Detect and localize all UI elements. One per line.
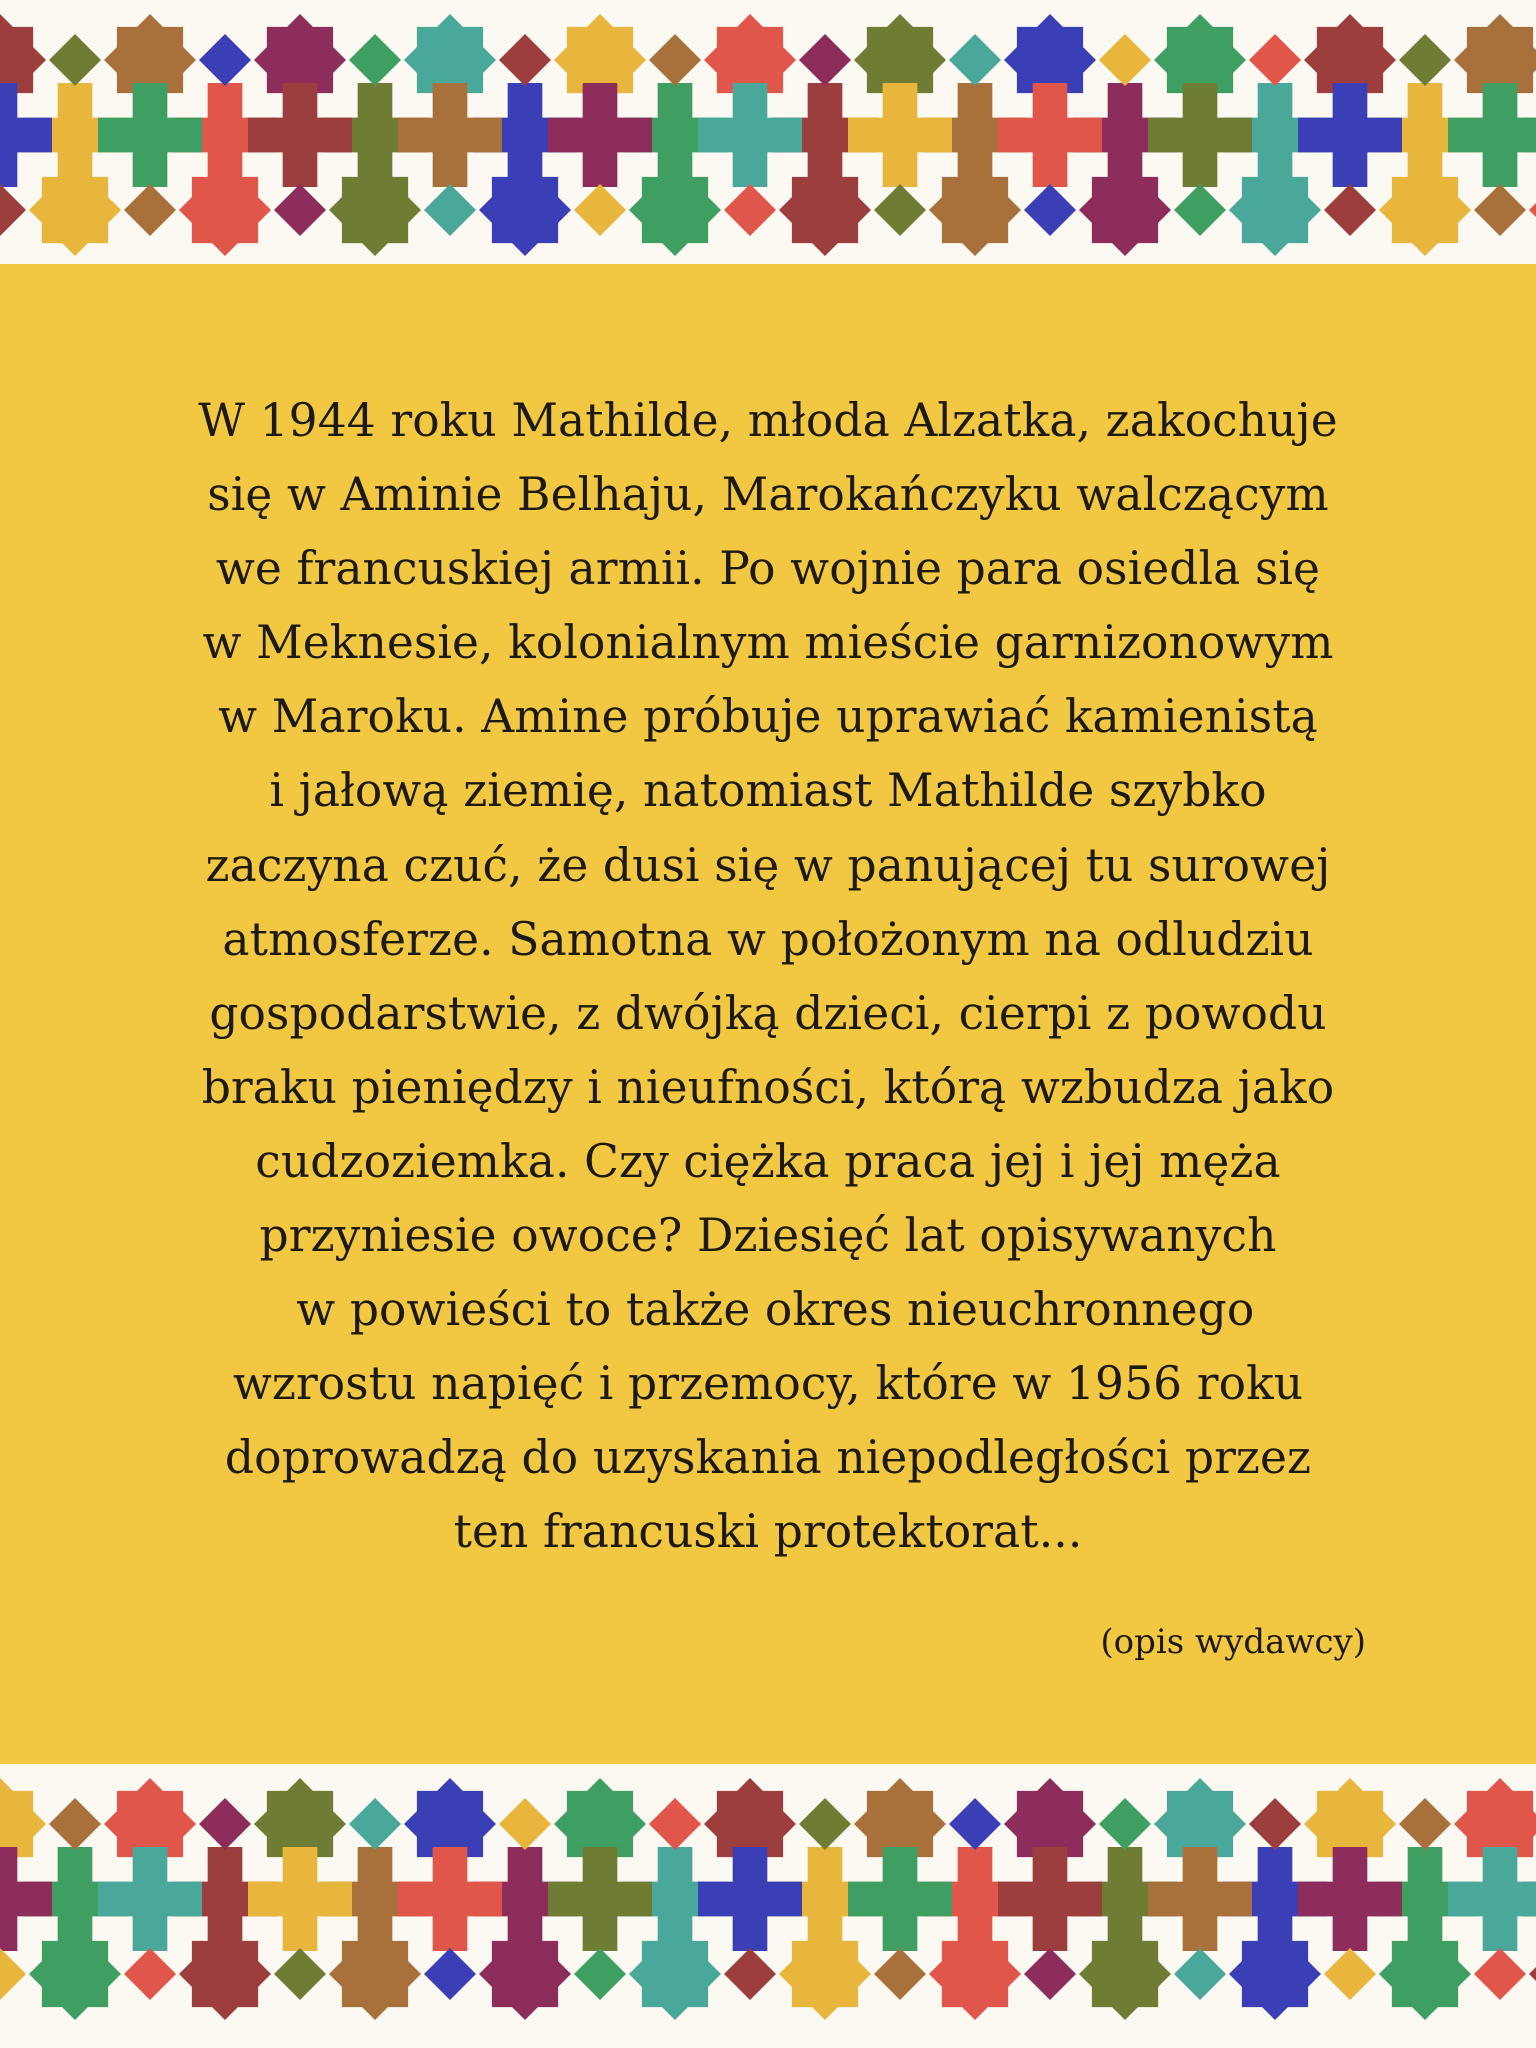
mosaic-cross-tile (1298, 83, 1402, 187)
mosaic-diamond-tile (499, 1798, 551, 1850)
description-line: doprowadzą do uzyskania niepodległości przez (224, 1431, 1312, 1485)
mosaic-diamond-tile (724, 184, 776, 236)
mosaic-cross-tile (248, 83, 352, 187)
description-line: ten francuski protektorat... (453, 1505, 1083, 1559)
mosaic-diamond-tile (0, 184, 26, 236)
mosaic-diamond-tile (1324, 184, 1376, 236)
description-line: zaczyna czuć, że dusi się w panującej tu surowej (205, 838, 1331, 892)
mosaic-cross-tile (1148, 1847, 1252, 1951)
mosaic-star-tile (1529, 1928, 1536, 2020)
description-line: cudzoziemka. Czy ciężka praca jej i jej męża (255, 1134, 1281, 1188)
mosaic-cross-tile (98, 1847, 202, 1951)
mosaic-pattern-bottom (0, 1764, 1536, 2048)
mosaic-cross-tile (98, 83, 202, 187)
mosaic-diamond-tile (799, 34, 851, 86)
description-line: gospodarstwie, z dwójką dzieci, cierpi z powodu (209, 986, 1327, 1040)
mosaic-diamond-tile (349, 1798, 401, 1850)
mosaic-diamond-tile (1099, 1798, 1151, 1850)
mosaic-diamond-tile (124, 1948, 176, 2000)
mosaic-star-tile (1529, 164, 1536, 256)
mosaic-diamond-tile (0, 1948, 26, 2000)
mosaic-diamond-tile (199, 1798, 251, 1850)
mosaic-cross-tile (698, 1847, 802, 1951)
mosaic-diamond-tile (424, 184, 476, 236)
mosaic-cross-tile (1148, 83, 1252, 187)
description-line: atmosferze. Samotna w położonym na odludziu (222, 912, 1314, 966)
mosaic-diamond-tile (1474, 1948, 1526, 2000)
mosaic-diamond-tile (1024, 1948, 1076, 2000)
mosaic-diamond-tile (274, 1948, 326, 2000)
mosaic-pattern-top (0, 0, 1536, 264)
mosaic-diamond-tile (199, 34, 251, 86)
mosaic-diamond-tile (874, 1948, 926, 2000)
mosaic-cross-tile (998, 83, 1102, 187)
mosaic-diamond-tile (574, 184, 626, 236)
mosaic-cross-tile (398, 1847, 502, 1951)
description-line: w Meknesie, kolonialnym mieście garnizonowym (202, 616, 1334, 670)
description-line: wzrostu napięć i przemocy, które w 1956 roku (232, 1357, 1304, 1411)
mosaic-diamond-tile (1249, 1798, 1301, 1850)
mosaic-diamond-tile (649, 34, 701, 86)
mosaic-cross-tile (998, 1847, 1102, 1951)
description-line: we francuskiej armii. Po wojnie para osiedla się (215, 542, 1321, 596)
mosaic-border-top (0, 0, 1536, 264)
mosaic-cross-tile (1448, 1847, 1536, 1951)
mosaic-cross-tile (548, 83, 652, 187)
mosaic-cross-tile (0, 83, 52, 187)
mosaic-cross-tile (548, 1847, 652, 1951)
book-description (110, 384, 1426, 1570)
mosaic-diamond-tile (1099, 34, 1151, 86)
publisher-attribution: (opis wydawcy) (1100, 1622, 1366, 1662)
mosaic-diamond-tile (1174, 184, 1226, 236)
mosaic-diamond-tile (424, 1948, 476, 2000)
description-line: się w Aminie Belhaju, Marokańczyku walczącym (207, 468, 1329, 522)
mosaic-diamond-tile (649, 1798, 701, 1850)
description-line: i jałową ziemię, natomiast Mathilde szybko (269, 764, 1267, 818)
description-line: W 1944 roku Mathilde, młoda Alzatka, zakochuje (198, 394, 1338, 447)
mosaic-diamond-tile (1474, 184, 1526, 236)
mosaic-diamond-tile (49, 1798, 101, 1850)
mosaic-diamond-tile (949, 34, 1001, 86)
description-line: przyniesie owoce? Dziesięć lat opisywanych (259, 1209, 1277, 1263)
mosaic-diamond-tile (1399, 1798, 1451, 1850)
mosaic-cross-tile (1448, 83, 1536, 187)
mosaic-border-bottom (0, 1764, 1536, 2048)
description-line: w powieści to także okres nieuchronnego (281, 1283, 1255, 1337)
mosaic-diamond-tile (574, 1948, 626, 2000)
mosaic-diamond-tile (124, 184, 176, 236)
mosaic-diamond-tile (1249, 34, 1301, 86)
mosaic-diamond-tile (499, 34, 551, 86)
mosaic-cross-tile (848, 83, 952, 187)
mosaic-cross-tile (398, 83, 502, 187)
mosaic-cross-tile (248, 1847, 352, 1951)
description-line: braku pieniędzy i nieufności, którą wzbudza jako (201, 1060, 1335, 1114)
mosaic-cross-tile (698, 83, 802, 187)
description-line: w Maroku. Amine próbuje uprawiać kamienistą (218, 690, 1318, 744)
mosaic-diamond-tile (1024, 184, 1076, 236)
mosaic-diamond-tile (724, 1948, 776, 2000)
mosaic-cross-tile (1298, 1847, 1402, 1951)
mosaic-diamond-tile (949, 1798, 1001, 1850)
mosaic-diamond-tile (1174, 1948, 1226, 2000)
mosaic-diamond-tile (799, 1798, 851, 1850)
mosaic-diamond-tile (1324, 1948, 1376, 2000)
mosaic-diamond-tile (349, 34, 401, 86)
mosaic-diamond-tile (274, 184, 326, 236)
mosaic-diamond-tile (49, 34, 101, 86)
mosaic-diamond-tile (874, 184, 926, 236)
mosaic-cross-tile (848, 1847, 952, 1951)
mosaic-cross-tile (0, 1847, 52, 1951)
mosaic-diamond-tile (1399, 34, 1451, 86)
